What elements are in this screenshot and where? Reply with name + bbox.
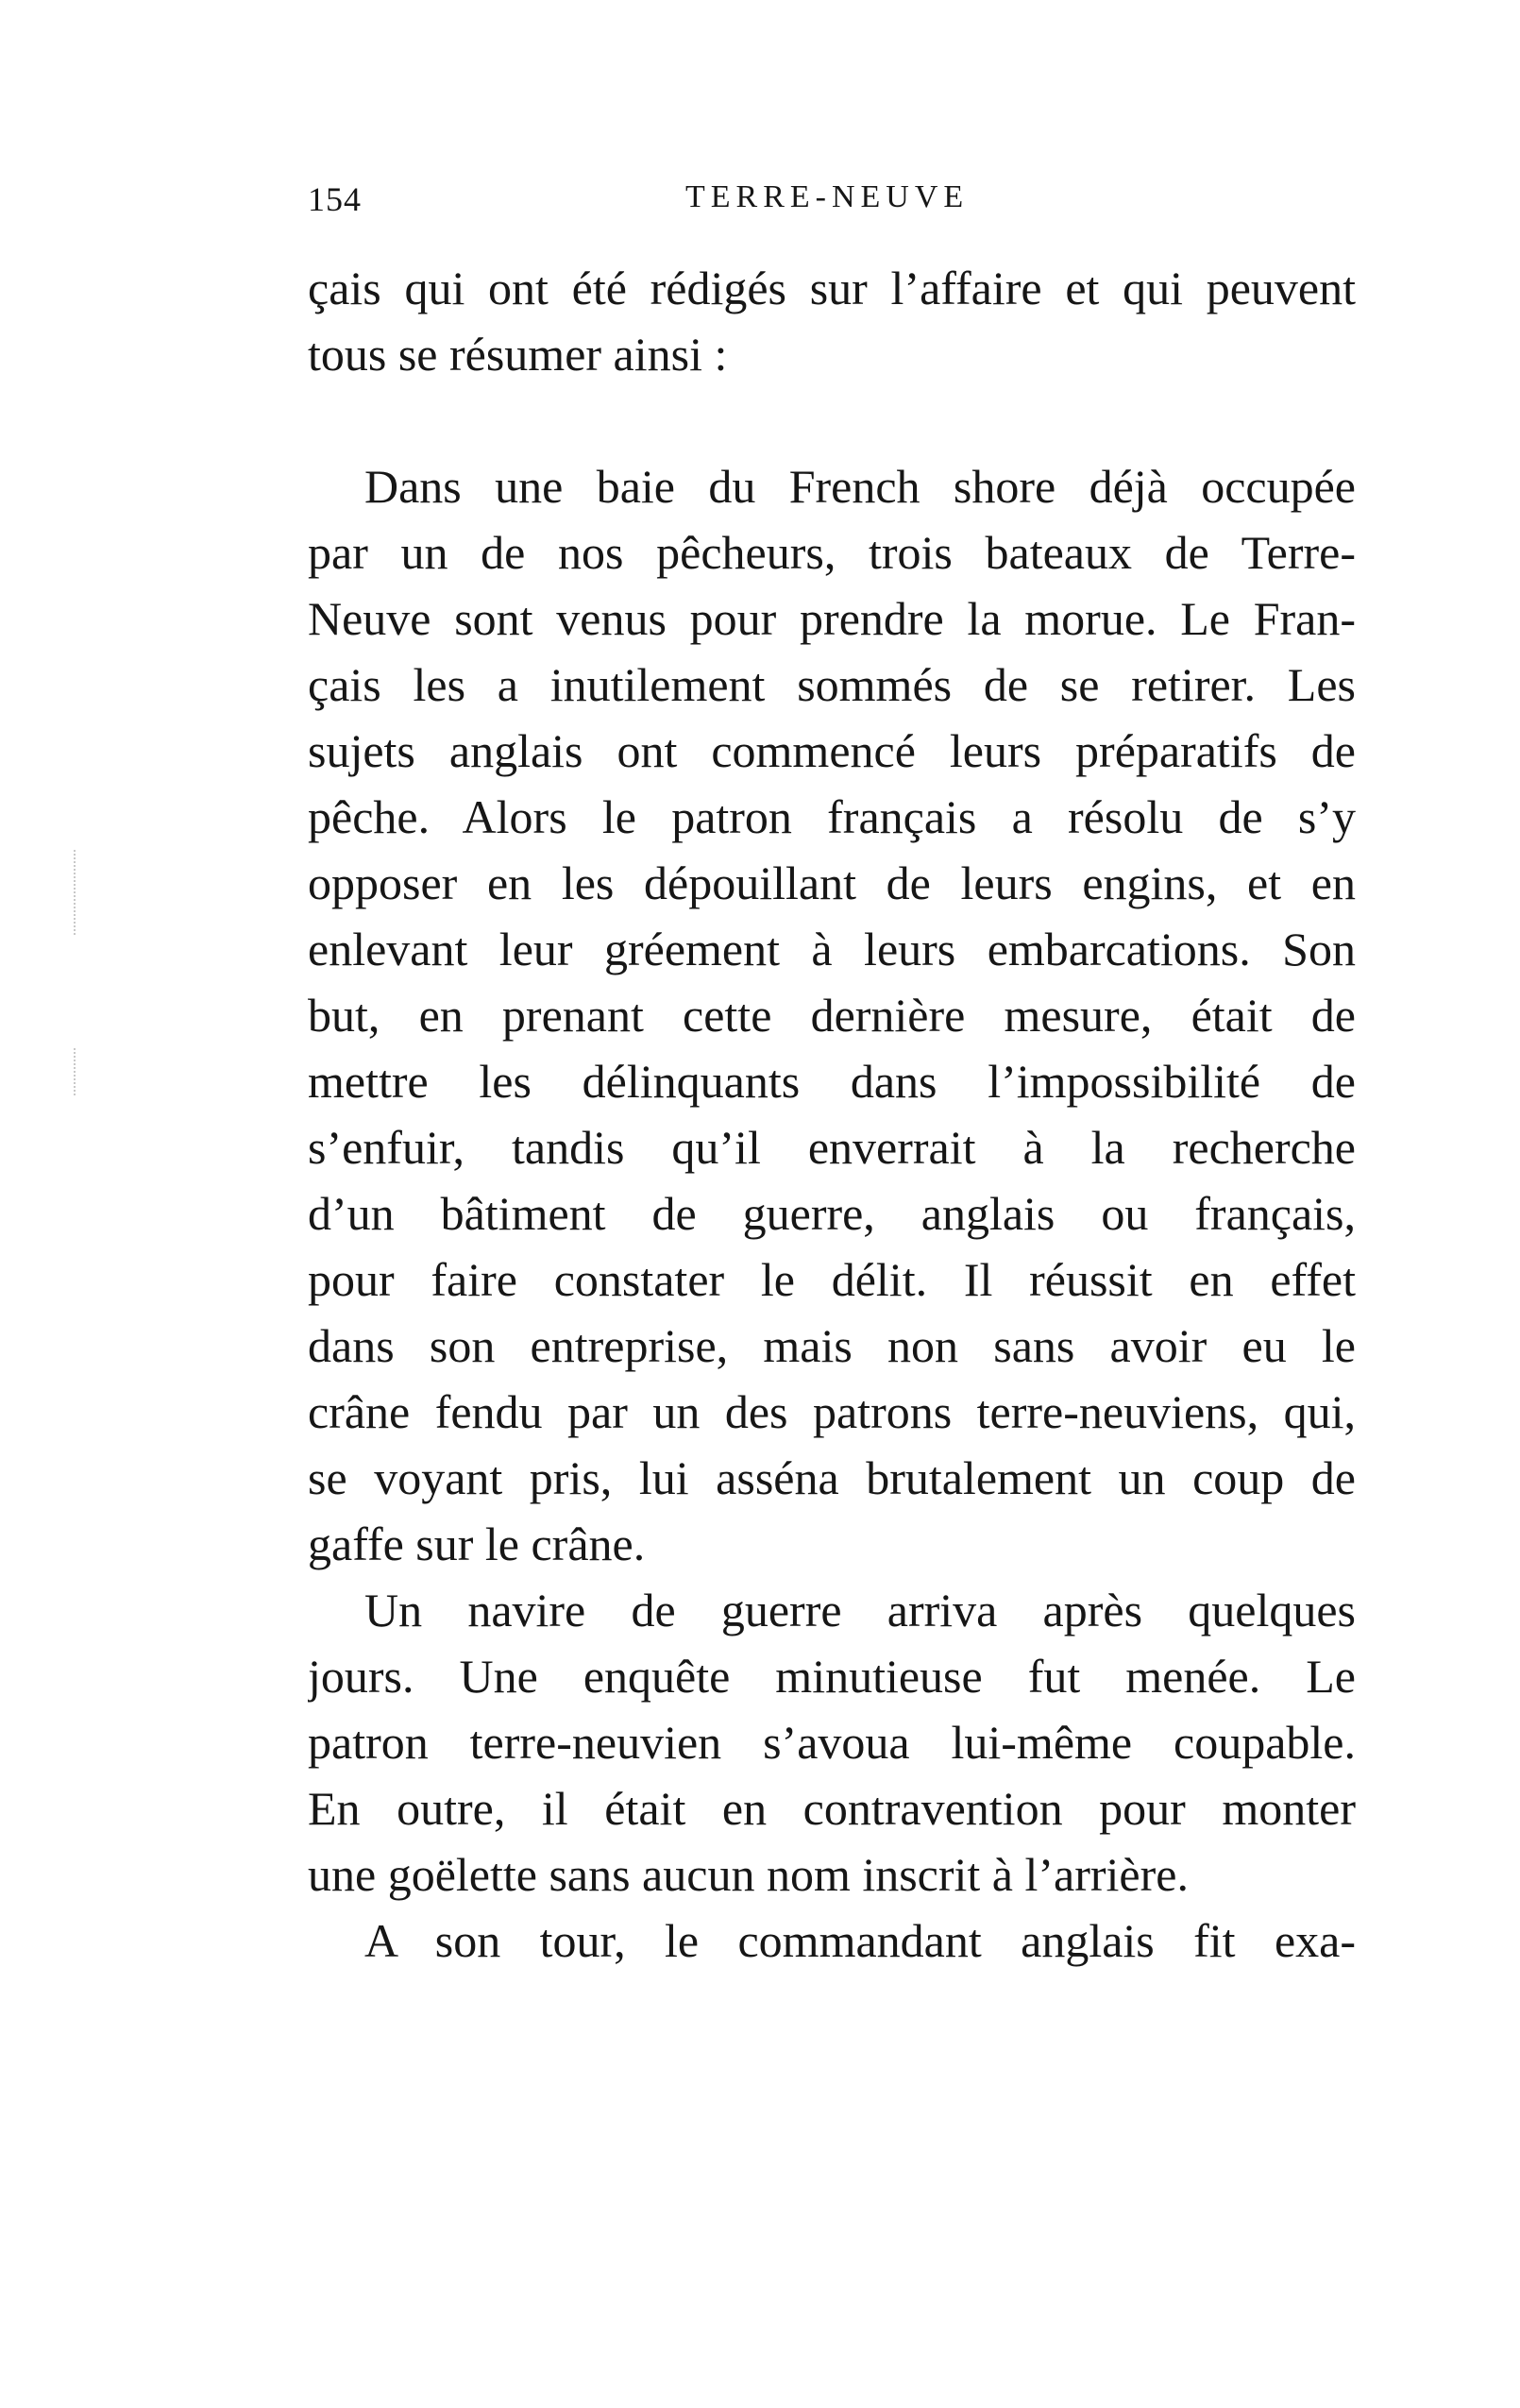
- text-line: gaffe sur le crâne.: [308, 1518, 646, 1570]
- text-line: sujets anglais ont commencé leurs préparatifs de: [308, 724, 1356, 777]
- text-line: patron terre-neuvien s’avoua lui-même coupable.: [308, 1716, 1356, 1769]
- text-line: En outre, il était en contravention pour monter: [308, 1782, 1356, 1835]
- text-line: crâne fendu par un des patrons terre-neuviens, qui,: [308, 1385, 1356, 1438]
- text-line: s’enfuir, tandis qu’il enverrait à la recherche: [308, 1121, 1356, 1174]
- text-line: Neuve sont venus pour prendre la morue. Le Fran-: [308, 592, 1356, 645]
- text-line: une goëlette sans aucun nom inscrit à l’arrière.: [308, 1848, 1189, 1901]
- text-line: çais les a inutilement sommés de se retirer. Les: [308, 658, 1356, 711]
- running-head: [308, 179, 1356, 217]
- text-line: pour faire constater le délit. Il réussit en effet: [308, 1253, 1356, 1306]
- text-line: Un navire de guerre arriva après quelques: [364, 1584, 1356, 1636]
- text-line: Dans une baie du French shore déjà occupée: [364, 460, 1356, 513]
- margin-speck: [74, 1048, 77, 1095]
- paragraph-gap: [308, 387, 1356, 453]
- body-text: [308, 255, 1356, 1974]
- page-number: 154: [308, 180, 362, 218]
- text-line: A son tour, le commandant anglais fit exa-: [364, 1914, 1356, 1967]
- text-line: d’un bâtiment de guerre, anglais ou français,: [308, 1187, 1356, 1240]
- text-line: but, en prenant cette dernière mesure, était de: [308, 989, 1356, 1042]
- text-line: enlevant leur gréement à leurs embarcations. Son: [308, 923, 1356, 975]
- text-line: tous se résumer ainsi :: [308, 328, 728, 381]
- text-line: dans son entreprise, mais non sans avoir eu le: [308, 1319, 1356, 1372]
- running-title: TERRE-NEUVE: [685, 179, 970, 214]
- text-line: mettre les délinquants dans l’impossibilité de: [308, 1055, 1356, 1108]
- text-line: çais qui ont été rédigés sur l’affaire et qui peuvent: [308, 262, 1356, 314]
- text-line: opposer en les dépouillant de leurs engins, et en: [308, 856, 1356, 909]
- text-line: se voyant pris, lui asséna brutalement un coup de: [308, 1451, 1356, 1504]
- text-line: par un de nos pêcheurs, trois bateaux de Terre-: [308, 526, 1356, 579]
- text-line: pêche. Alors le patron français a résolu de s’y: [308, 790, 1356, 843]
- text-line: jours. Une enquête minutieuse fut menée. Le: [308, 1650, 1356, 1703]
- margin-speck: [74, 850, 77, 935]
